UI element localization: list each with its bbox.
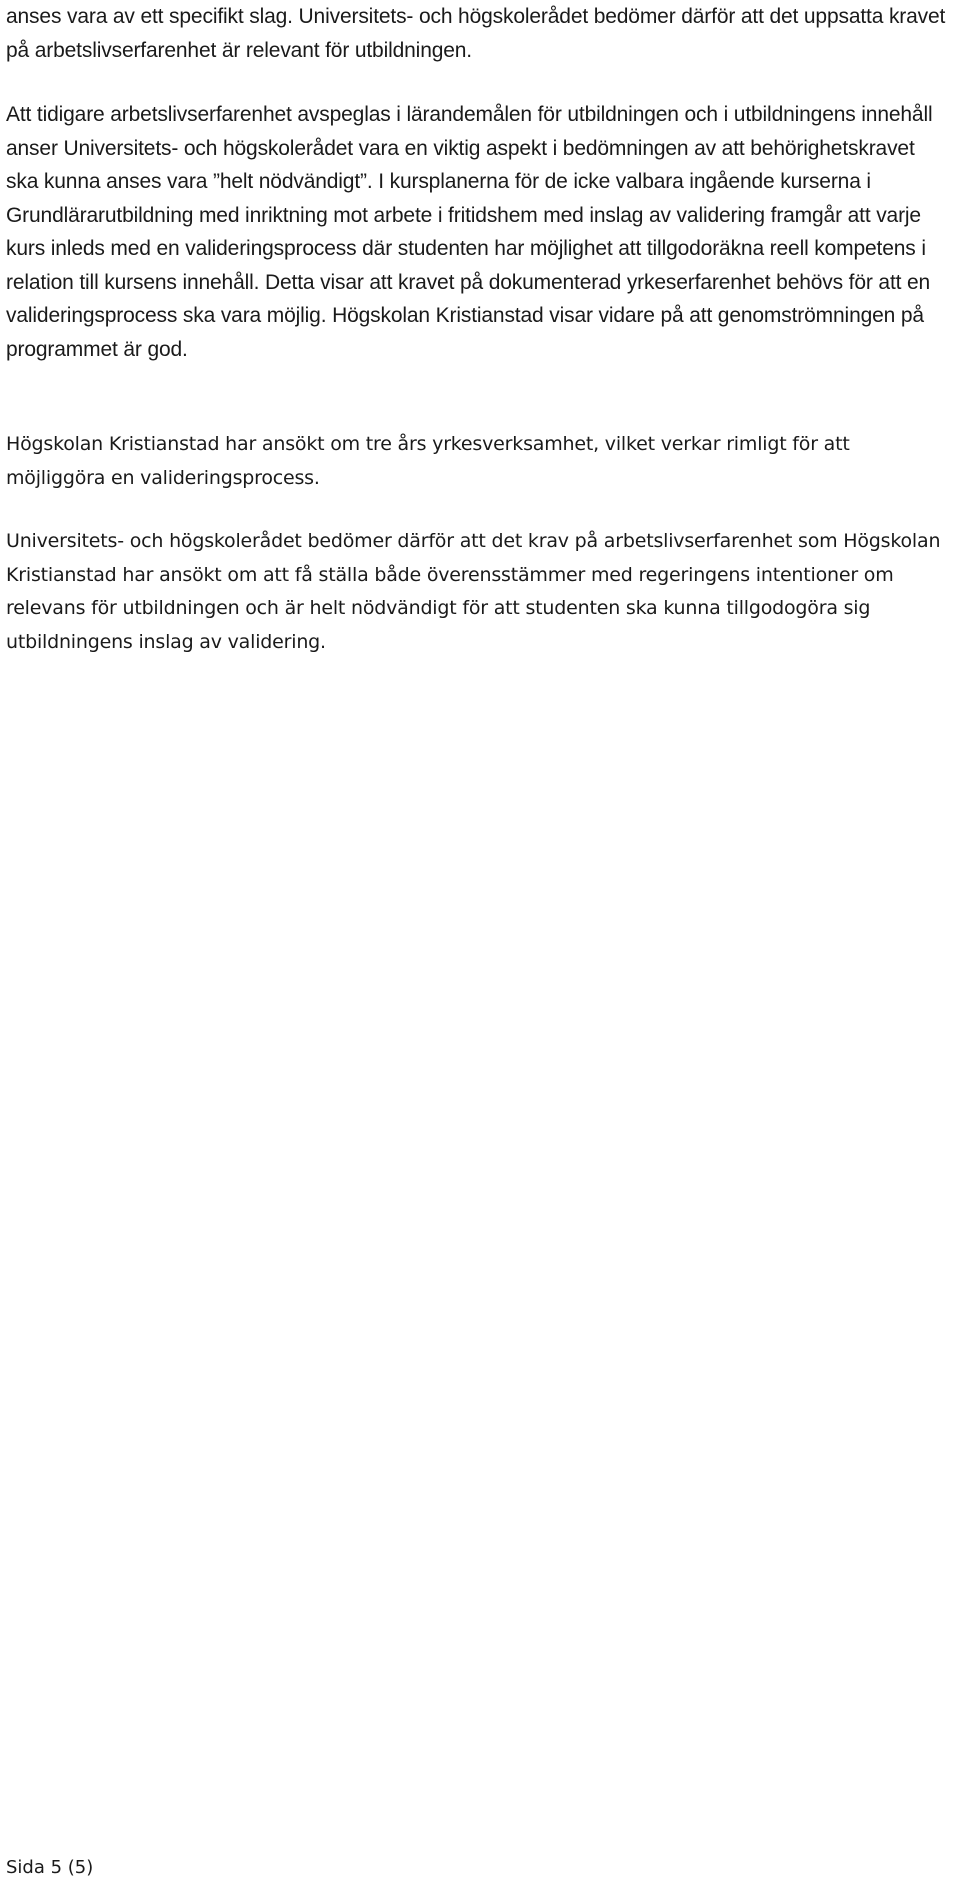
paragraph-3: Högskolan Kristianstad har ansökt om tre års yrkesverksamhet, vilket verkar rimligt för att möjliggöra en valideringsprocess. [6,433,850,489]
paragraph-1: anses vara av ett specifikt slag. Universitets- och högskolerådet bedömer därför att det uppsatta kravet på arbetslivserfarenhet är relevant för utbildningen. [6,5,946,62]
page-number: Sida 5 (5) [6,1857,94,1878]
paragraph-4: Universitets- och högskolerådet bedömer därför att det krav på arbetslivserfarenhet som Högskolan Kristianstad har ansökt om att få ställa både överensstämmer med regeringens intentioner om relevans för utbildningen och är helt nödvändigt för att studenten ska kunna tillgodogöra sig utbildningens inslag av validering. [6,530,941,653]
paragraph-2: Att tidigare arbetslivserfarenhet avspeglas i lärandemålen för utbildningen och i utbildningens innehåll anser Universitets- och högskolerådet vara en viktig aspekt i bedömningen av att behörighetskravet ska kunna anses vara ”helt nödvändigt”. I kursplanerna för de icke valbara ingående kurserna i Grundlärarutbildning med inriktning mot arbete i fritidshem med inslag av validering framgår att varje kurs inleds med en valideringsprocess där studenten har möjlighet att tillgodoräkna reell kompetens i relation till kursens innehåll. Detta visar att kravet på dokumenterad yrkeserfarenhet behövs för att en valideringsprocess ska vara möjlig. Högskolan Kristianstad visar vidare på att genomströmningen på programmet är god. [6,103,933,361]
